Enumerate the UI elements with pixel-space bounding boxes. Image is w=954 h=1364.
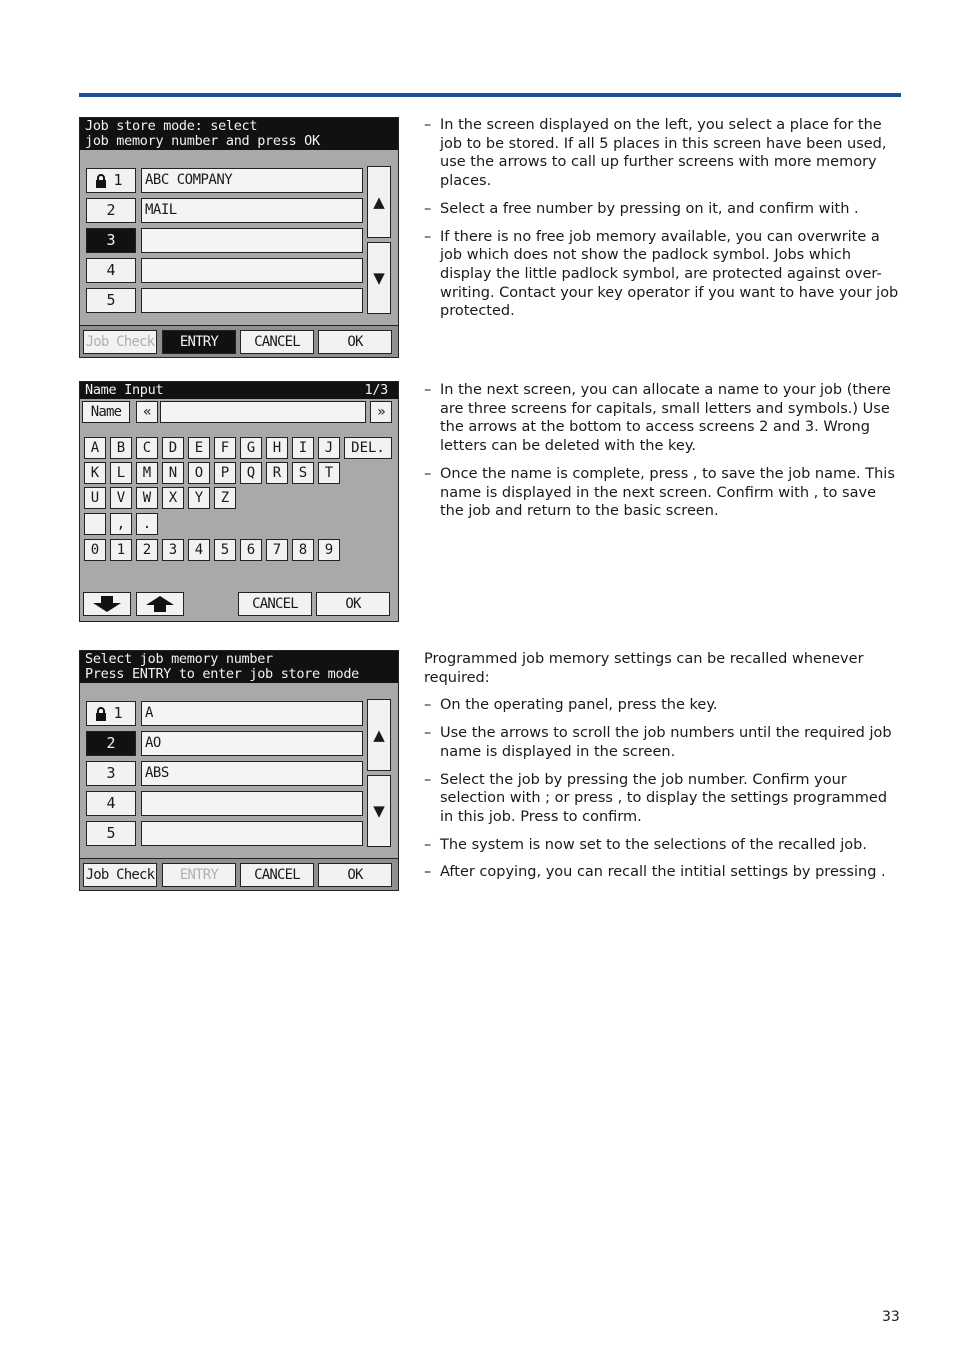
memory-row[interactable]	[86, 288, 136, 313]
key-6[interactable]: 6	[240, 539, 262, 561]
instructions-recall	[424, 650, 904, 891]
panel-title-bar	[80, 382, 398, 399]
memory-row[interactable]	[86, 258, 136, 283]
cancel-button[interactable]: CANCEL	[238, 592, 312, 616]
padlock-icon	[95, 707, 107, 721]
memory-name-field	[141, 258, 363, 283]
intro-paragraph: Programmed job memory settings can be recalled whenever required:	[424, 651, 864, 686]
name-label: Name	[82, 401, 130, 423]
key-e[interactable]: E	[188, 437, 210, 459]
key-3[interactable]: 3	[162, 539, 184, 561]
name-input-screen	[79, 381, 399, 622]
bullet-item: – Once the name is complete, press , to save the job name. This name is displayed in the next screen. Confirm with , to save the job and return to the basic screen.	[424, 465, 895, 520]
bullet-item: – After copying, you can recall the intitial settings by pressing .	[424, 864, 886, 881]
memory-name-field	[141, 791, 363, 816]
memory-name-field	[141, 288, 363, 313]
up-arrow-icon: ▲	[373, 726, 385, 744]
key-p[interactable]: P	[214, 462, 236, 484]
key-d[interactable]: D	[162, 437, 184, 459]
next-screen-button[interactable]	[370, 401, 392, 423]
memory-name-field: ABS	[141, 761, 363, 786]
cancel-button[interactable]: CANCEL	[240, 863, 314, 887]
double-left-icon: «	[143, 404, 151, 420]
bullet-item: – The system is now set to the selections of the recalled job.	[424, 836, 867, 853]
key-c[interactable]: C	[136, 437, 158, 459]
shift-up-button[interactable]	[136, 592, 184, 616]
key-o[interactable]: O	[188, 462, 210, 484]
key-8[interactable]: 8	[292, 539, 314, 561]
key-t[interactable]: T	[318, 462, 340, 484]
ok-button[interactable]: OK	[318, 330, 392, 354]
entry-button[interactable]: ENTRY	[162, 863, 236, 887]
bullet-item: – If there is no free job memory available, you can overwrite a job which does not show the padlock symbol. Jobs which display the little padlock symbol, are protected against over-writing. Contact your key operator if you want to have your job protected.	[424, 228, 899, 320]
key-q[interactable]: Q	[240, 462, 262, 484]
key-y[interactable]: Y	[188, 487, 210, 509]
bullet-item: – In the screen displayed on the left, you select a place for the job to be stored. If all 5 places in this screen have been used, use the arrows to call up further screens with more memory places.	[424, 117, 887, 190]
memory-row[interactable]	[86, 198, 136, 223]
key-n[interactable]: N	[162, 462, 184, 484]
key-i[interactable]: I	[292, 437, 314, 459]
down-arrow-icon: ▼	[373, 802, 385, 820]
memory-number-button[interactable]: 5	[86, 288, 136, 313]
name-input-field[interactable]	[160, 401, 366, 423]
key-m[interactable]: M	[136, 462, 158, 484]
scroll-down-button[interactable]	[367, 242, 391, 314]
header-rule	[79, 93, 901, 97]
instructions-store	[424, 116, 904, 330]
key-l[interactable]: L	[110, 462, 132, 484]
memory-number-button[interactable]: 4	[86, 258, 136, 283]
memory-row[interactable]	[86, 168, 136, 193]
bullet-item: – Select the job by pressing the job number. Confirm your selection with ; or press , to display the settings programmed in this job. Press to confirm.	[424, 771, 888, 825]
key-w[interactable]: W	[136, 487, 158, 509]
key-7[interactable]: 7	[266, 539, 288, 561]
memory-name-field: A	[141, 701, 363, 726]
panel-title: Job store mode: select job memory number and press OK	[80, 118, 398, 150]
key-x[interactable]: X	[162, 487, 184, 509]
key-r[interactable]: R	[266, 462, 288, 484]
cancel-button[interactable]: CANCEL	[240, 330, 314, 354]
bullet-item: – On the operating panel, press the key.	[424, 697, 718, 714]
job-recall-screen	[79, 650, 399, 891]
memory-number-button[interactable]: 3	[86, 228, 136, 253]
double-right-icon: »	[377, 404, 385, 420]
memory-row[interactable]	[86, 821, 136, 846]
button-bar	[80, 858, 398, 891]
memory-row[interactable]	[86, 701, 136, 726]
key-1[interactable]: 1	[110, 539, 132, 561]
key-z[interactable]: Z	[214, 487, 236, 509]
memory-name-field	[141, 821, 363, 846]
key-g[interactable]: G	[240, 437, 262, 459]
memory-number-button[interactable]: 5	[86, 821, 136, 846]
memory-number-button[interactable]: 1	[86, 168, 136, 193]
entry-button[interactable]: ENTRY	[162, 330, 236, 354]
delete-key[interactable]: DEL.	[344, 437, 392, 459]
key-k[interactable]: K	[84, 462, 106, 484]
key-f[interactable]: F	[214, 437, 236, 459]
memory-name-field	[141, 228, 363, 253]
ok-button[interactable]: OK	[318, 863, 392, 887]
memory-number-button[interactable]: 4	[86, 791, 136, 816]
key-space[interactable]	[84, 513, 106, 535]
memory-number-button[interactable]: 2	[86, 731, 136, 756]
scroll-down-button[interactable]	[367, 775, 391, 847]
memory-number-button[interactable]: 1	[86, 701, 136, 726]
job-check-button[interactable]: Job Check	[83, 863, 157, 887]
memory-row[interactable]	[86, 228, 136, 253]
padlock-icon	[95, 174, 107, 188]
key-4[interactable]: 4	[188, 539, 210, 561]
memory-row[interactable]	[86, 791, 136, 816]
scroll-up-button[interactable]	[367, 166, 391, 238]
key-u[interactable]: U	[84, 487, 106, 509]
memory-number-button[interactable]: 2	[86, 198, 136, 223]
down-block-arrow-icon	[92, 596, 122, 612]
panel-title: Name Input	[85, 382, 164, 398]
key-b[interactable]: B	[110, 437, 132, 459]
panel-title: Select job memory number Press ENTRY to enter job store mode	[80, 651, 398, 683]
key-9[interactable]: 9	[318, 539, 340, 561]
key-comma[interactable]: ,	[110, 513, 132, 535]
bullet-item: – In the next screen, you can allocate a name to your job (there are three screens for capitals, small letters and symbols.) Use the arrows at the bottom to access screens 2 and 3. Wrong letters can be deleted with the key.	[424, 382, 891, 455]
memory-name-field: MAIL	[141, 198, 363, 223]
job-store-screen	[79, 117, 399, 358]
button-bar	[80, 325, 398, 358]
prev-screen-button[interactable]	[136, 401, 158, 423]
up-block-arrow-icon	[145, 596, 175, 612]
key-j[interactable]: J	[318, 437, 340, 459]
shift-down-button[interactable]	[83, 592, 131, 616]
key-period[interactable]: .	[136, 513, 158, 535]
memory-row[interactable]	[86, 731, 136, 756]
key-s[interactable]: S	[292, 462, 314, 484]
scroll-up-button[interactable]	[367, 699, 391, 771]
instructions-name	[424, 381, 904, 530]
memory-row[interactable]	[86, 761, 136, 786]
key-v[interactable]: V	[110, 487, 132, 509]
key-a[interactable]: A	[84, 437, 106, 459]
key-2[interactable]: 2	[136, 539, 158, 561]
bullet-item: – Use the arrows to scroll the job numbers until the required job name is displayed in the screen.	[424, 725, 892, 760]
down-arrow-icon: ▼	[373, 269, 385, 287]
page-number: 33	[882, 1309, 900, 1325]
up-arrow-icon: ▲	[373, 193, 385, 211]
ok-button[interactable]: OK	[316, 592, 390, 616]
key-0[interactable]: 0	[84, 539, 106, 561]
memory-name-field: AO	[141, 731, 363, 756]
page-indicator: 1/3	[364, 382, 388, 398]
memory-number-button[interactable]: 3	[86, 761, 136, 786]
job-check-button[interactable]: Job Check	[83, 330, 157, 354]
memory-name-field: ABC COMPANY	[141, 168, 363, 193]
key-h[interactable]: H	[266, 437, 288, 459]
bullet-item: – Select a free number by pressing on it, and confirm with .	[424, 200, 859, 217]
key-5[interactable]: 5	[214, 539, 236, 561]
